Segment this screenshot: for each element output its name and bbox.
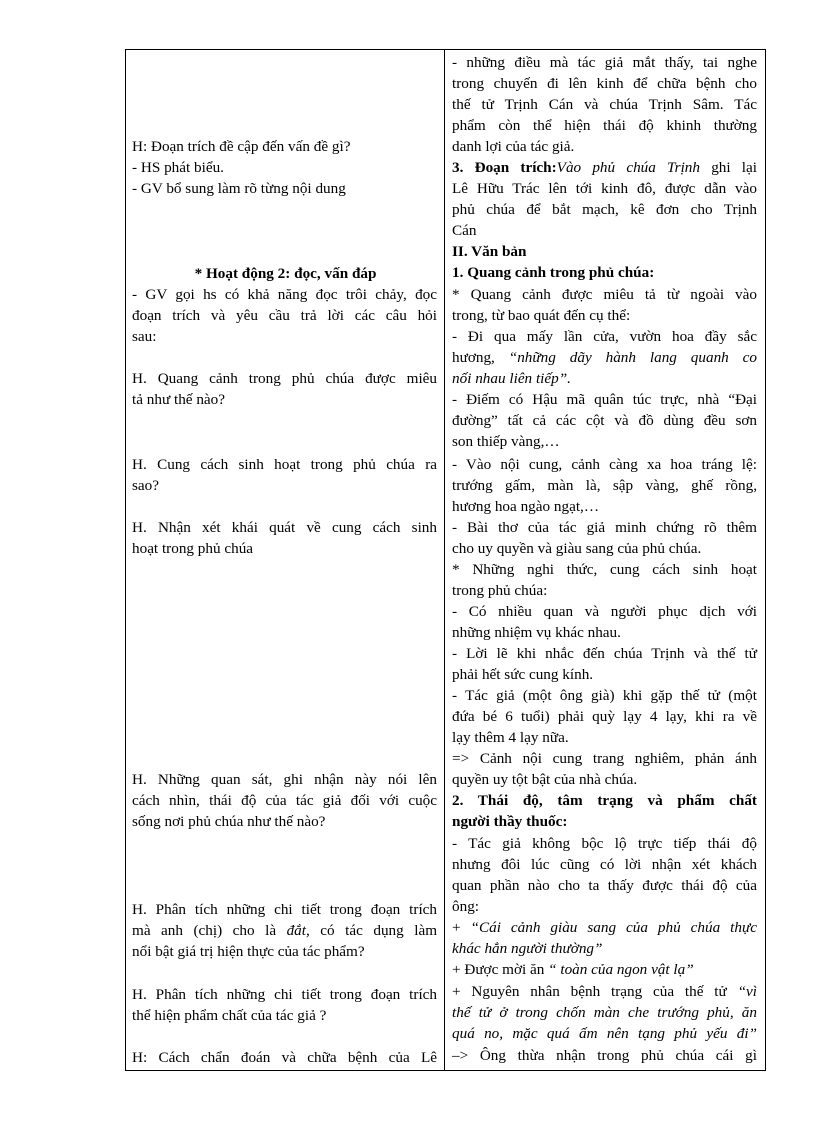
question-detail: mà anh (chị) cho là đắt, có tác dụng làm — [132, 922, 438, 939]
question-quality: H. Phân tích những chi tiết trong đoạn trích — [132, 986, 437, 1003]
content-line: - Vào nội cung, cảnh càng xa hoa tráng lệ: — [452, 456, 757, 473]
content-line: thế tử ở trong chốn màn che trướng phủ, ăn — [452, 1004, 757, 1021]
section-1-heading: 1. Quang cảnh trong phủ chúa: — [452, 264, 655, 281]
content-line: trướng gấm, màn là, sập vàng, ghế rồng, — [452, 477, 757, 494]
hs-speak: - HS phát biểu. — [132, 159, 224, 176]
content-line: cho uy quyền và giàu sang của phủ chúa. — [452, 540, 702, 557]
question-scene: H. Quang cảnh trong phủ chúa được miêu — [132, 370, 437, 387]
content-line: - Lời lẽ khi nhắc đến chúa Trịnh và thế tử — [452, 645, 757, 662]
content-line: - Tác giả không bộc lộ trực tiếp thái độ — [452, 835, 757, 852]
content-line: phủ chúa để bắt mạch, kê đơn cho Trịnh — [452, 201, 757, 218]
content-line: đứa bé 6 tuổi) phải quỳ lạy 4 lạy, khi ra về — [452, 708, 757, 725]
content-line: * Quang cảnh được miêu tả từ ngoài vào — [452, 286, 757, 303]
question-diagnosis: H: Cách chẩn đoán và chữa bệnh của Lê — [132, 1049, 437, 1066]
question-life: sao? — [132, 477, 159, 494]
content-line: + Được mời ăn “ toàn của ngon vật lạ” — [452, 961, 694, 978]
content-line: hương hoa ngào ngạt,… — [452, 498, 600, 515]
content-line: * Những nghi thức, cung cách sinh hoạt — [452, 561, 757, 578]
gv-instruction: sau: — [132, 328, 157, 345]
question-general: H. Nhận xét khái quát về cung cách sinh — [132, 519, 437, 536]
content-line: Lê Hữu Trác lên tới kinh đô, được dẫn vào — [452, 180, 757, 197]
content-line: quá no, mặc quá ấm nên tạng phủ yếu đi” — [452, 1025, 757, 1042]
content-line: - Điếm có Hậu mã quân túc trực, nhà “Đại — [452, 391, 757, 408]
content-line: trong chuyến đi lên kinh để chữa bệnh cho — [452, 75, 757, 92]
section-3-heading: 3. Đoạn trích:Vào phủ chúa Trịnh ghi lại — [452, 159, 757, 176]
question-general: hoạt trong phủ chúa — [132, 540, 254, 557]
content-line: nối nhau liên tiếp”. — [452, 370, 571, 387]
question-quality: thể hiện phẩm chất của tác giả ? — [132, 1007, 327, 1024]
content-line: => Cảnh nội cung trang nghiêm, phản ánh — [452, 750, 757, 767]
content-line: Cán — [452, 222, 477, 239]
content-line: phẩm còn thể hiện thái độ khinh thường — [452, 117, 757, 134]
content-line: –> Ông thừa nhận trong phủ chúa cái gì — [452, 1047, 757, 1064]
gv-instruction: - GV gọi hs có khả năng đọc trôi chảy, đọc — [132, 286, 437, 303]
question-attitude: H. Những quan sát, ghi nhận này nói lên — [132, 771, 437, 788]
question-detail: H. Phân tích những chi tiết trong đoạn trích — [132, 901, 437, 918]
question-scene: tả như thế nào? — [132, 391, 225, 408]
section-ii-heading: II. Văn bản — [452, 243, 527, 260]
content-line: đường” tất cả các cột và đồ dùng đều sơn — [452, 412, 757, 429]
content-line: khác hẳn người thường” — [452, 940, 603, 957]
content-line: lạy thêm 4 lạy nữa. — [452, 729, 569, 746]
content-line: - Đi qua mấy lần cửa, vườn hoa đầy sắc — [452, 328, 757, 345]
gv-add: - GV bổ sung làm rõ từng nội dung — [132, 180, 346, 197]
question-life: H. Cung cách sinh hoạt trong phủ chúa ra — [132, 456, 437, 473]
gv-instruction: đoạn trích và yêu cầu trả lời các câu hỏi — [132, 307, 437, 324]
content-line: - Tác giả (một ông già) khi gặp thế tử (một — [452, 687, 757, 704]
content-line: quan phần nào cho ta thấy được thái độ của — [452, 877, 757, 894]
content-line: danh lợi của tác giả. — [452, 138, 575, 155]
question-detail: nổi bật giá trị hiện thực của tác phẩm? — [132, 943, 365, 960]
content-line: nhưng đôi lúc cũng có lời nhận xét khách — [452, 856, 757, 873]
teacher-activity-column — [126, 50, 445, 1070]
content-line: - Có nhiều quan và người phục dịch với — [452, 603, 757, 620]
question-attitude: cách nhìn, thái độ của tác giả đối với cuộc — [132, 792, 437, 809]
question-attitude: sống nơi phủ chúa như thế nào? — [132, 813, 326, 830]
content-line: - Bài thơ của tác giả minh chứng rõ thêm — [452, 519, 757, 536]
question-topic: H: Đoạn trích đề cập đến vấn đề gì? — [132, 138, 351, 155]
content-line: + Nguyên nhân bệnh trạng của thế tử “vì — [452, 983, 757, 1000]
content-line: - những điều mà tác giả mắt thấy, tai nghe — [452, 54, 757, 71]
content-column — [445, 50, 765, 1070]
section-2-heading: người thầy thuốc: — [452, 813, 568, 830]
content-line: hương, “những dãy hành lang quanh co — [452, 349, 757, 366]
content-line: son thiếp vàng,… — [452, 433, 560, 450]
content-line: ông: — [452, 898, 480, 915]
content-line: những nhiệm vụ khác nhau. — [452, 624, 621, 641]
activity-2-heading: * Hoạt động 2: đọc, vấn đáp — [194, 265, 377, 282]
content-line: phải hết sức cung kính. — [452, 666, 594, 683]
content-line: trong phủ chúa: — [452, 582, 548, 599]
lesson-table — [125, 49, 766, 1071]
content-line: + “Cái cảnh giàu sang của phủ chúa thực — [452, 919, 757, 936]
section-2-heading: 2. Thái độ, tâm trạng và phẩm chất — [452, 792, 757, 809]
content-line: trong, từ bao quát đến cụ thể: — [452, 307, 631, 324]
content-line: thế tử Trịnh Cán và chúa Trịnh Sâm. Tác — [452, 96, 757, 113]
content-line: quyền uy tột bật của nhà chúa. — [452, 771, 638, 788]
